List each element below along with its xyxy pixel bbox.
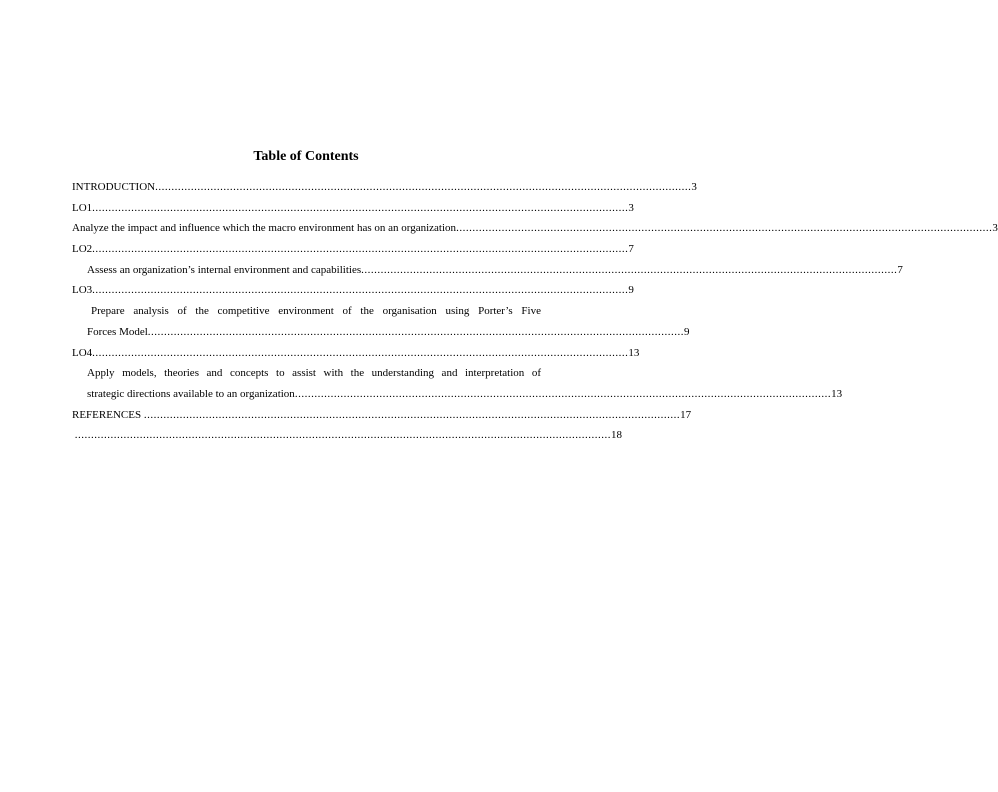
toc-page-number: 9: [684, 325, 690, 338]
toc-entry-label-line1: Apply models, theories and concepts to assist with the understanding and interpretation of: [87, 367, 541, 380]
toc-entry-label: LO1: [72, 201, 93, 214]
toc-entry-untitled[interactable]: [72, 425, 622, 446]
toc-page-number: 9: [628, 284, 634, 297]
toc-entry-lo1[interactable]: [72, 198, 634, 219]
toc-page-number: 3: [992, 222, 998, 235]
toc-entry-introduction[interactable]: [72, 177, 697, 198]
dot-leader: .....................................................................................................................................................................: [92, 284, 629, 297]
toc-page-number: 13: [831, 387, 843, 400]
toc-entry-label: Analyze the impact and influence which the macro environment has on an organization: [72, 222, 457, 235]
toc-entry-label-line2: strategic directions available to an organization: [87, 387, 295, 400]
dot-leader: .....................................................................................................................................................................: [92, 201, 629, 214]
toc-entry-macro-environment[interactable]: [72, 218, 998, 239]
toc-title: Table of Contents: [253, 149, 359, 164]
toc-entry-label-line1: Prepare analysis of the competitive environment of the organisation using Porter’s Five: [91, 305, 541, 318]
table-of-contents: [72, 177, 998, 446]
toc-entry-label: LO3: [72, 284, 93, 297]
dot-leader: .....................................................................................................................................................................: [361, 263, 898, 276]
toc-entry-line2: [87, 384, 843, 405]
toc-entry-label-line2: Forces Model: [87, 325, 148, 338]
toc-page-number: 17: [680, 408, 692, 421]
dot-leader: .....................................................................................................................................................................: [143, 408, 681, 421]
toc-entry-line2: [87, 322, 690, 343]
dot-leader: .....................................................................................................................................................................: [155, 181, 692, 193]
dot-leader: .....................................................................................................................................................................: [92, 243, 629, 256]
toc-entry-lo3[interactable]: [72, 280, 634, 301]
toc-page-number: 7: [628, 243, 634, 256]
toc-entry-label: INTRODUCTION: [72, 181, 156, 193]
toc-page-number: 18: [611, 429, 622, 442]
toc-page-number: 3: [628, 201, 634, 214]
dot-leader: .....................................................................................................................................................................: [74, 429, 611, 442]
toc-entry-label: LO2: [72, 243, 93, 256]
toc-entry-lo2[interactable]: [72, 239, 634, 260]
dot-leader: .....................................................................................................................................................................: [456, 222, 993, 235]
toc-entry-internal-environment[interactable]: [72, 260, 903, 281]
dot-leader: .....................................................................................................................................................................: [147, 325, 685, 338]
dot-leader: .....................................................................................................................................................................: [92, 346, 629, 359]
toc-page-number: 7: [897, 263, 903, 276]
toc-entry-label: LO4: [72, 346, 93, 359]
toc-entry-label: Assess an organization’s internal environment and capabilities: [87, 263, 362, 276]
dot-leader: .....................................................................................................................................................................: [294, 387, 832, 400]
toc-entry-references[interactable]: [72, 405, 692, 426]
toc-entry-label: REFERENCES: [72, 408, 144, 421]
toc-entry-strategic-directions[interactable]: [72, 363, 843, 404]
toc-entry-lo4[interactable]: [72, 343, 640, 364]
toc-page-number: 3: [691, 181, 697, 193]
toc-page-number: 13: [628, 346, 640, 359]
toc-entry-porters-five-forces[interactable]: [72, 301, 690, 342]
